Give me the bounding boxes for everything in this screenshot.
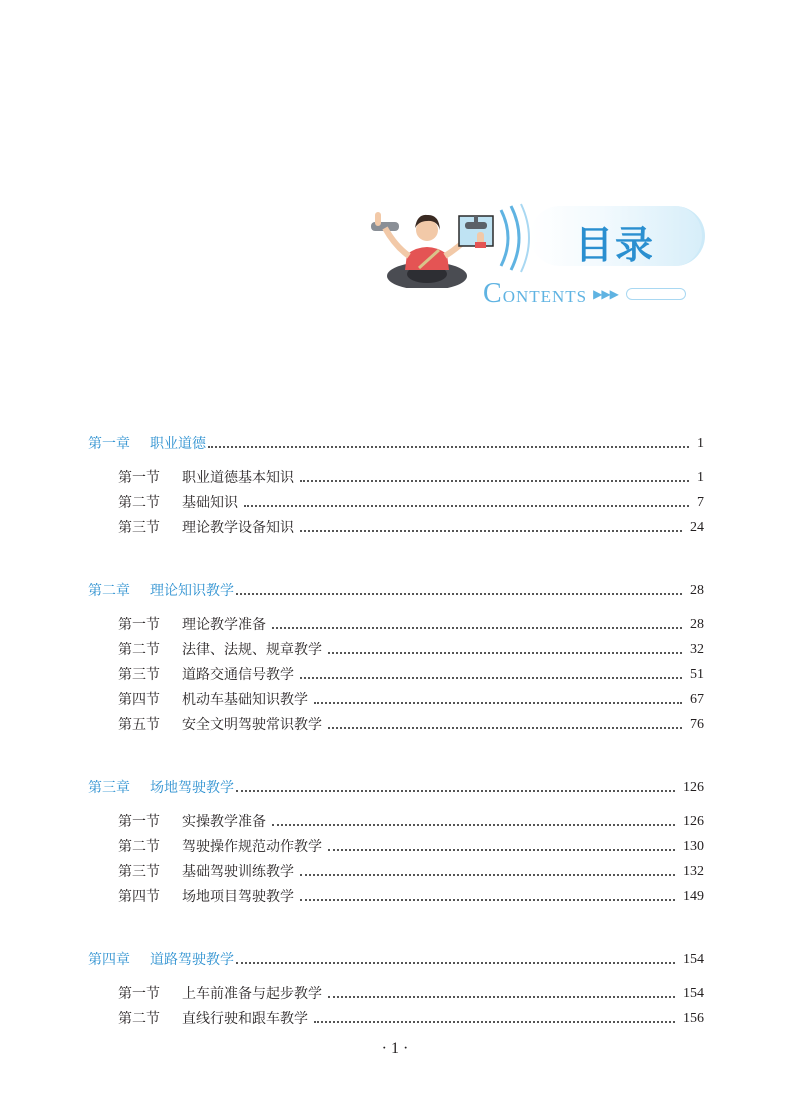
- toc-section-2-1[interactable]: [118, 615, 704, 635]
- section-title: 道路交通信号教学: [182, 667, 294, 683]
- section-title: 机动车基础知识教学: [182, 692, 308, 708]
- section-number: 第一节: [118, 470, 160, 486]
- page-number: 126: [683, 780, 704, 795]
- dot-leader: [244, 505, 689, 507]
- triple-arrow-icon: ▶▶▶: [593, 286, 618, 301]
- dot-leader: [272, 824, 675, 826]
- contents-initial: C: [483, 278, 503, 309]
- section-title: 上车前准备与起步教学: [182, 986, 322, 1002]
- section-number: 第三节: [118, 667, 160, 683]
- page-footer-number: · 1 ·: [381, 1040, 409, 1057]
- section-number: 第二节: [118, 495, 160, 511]
- section-title: 安全文明驾驶常识教学: [182, 717, 322, 733]
- contents-rest: ONTENTS: [502, 287, 588, 306]
- chapter-title: 场地驾驶教学: [150, 780, 234, 796]
- toc-chapter-1[interactable]: [88, 434, 704, 454]
- page-number: 76: [690, 717, 704, 732]
- section-number: 第四节: [118, 692, 160, 708]
- toc-section-4-2[interactable]: [118, 1009, 704, 1029]
- toc-section-1-2[interactable]: [118, 493, 704, 513]
- section-title: 基础驾驶训练教学: [182, 864, 294, 880]
- page-number: 51: [690, 667, 704, 682]
- toc-chapter-2[interactable]: [88, 581, 704, 601]
- page-number: 1: [697, 436, 704, 451]
- page-number: 32: [690, 642, 704, 657]
- section-number: 第二节: [118, 1011, 160, 1027]
- section-number: 第三节: [118, 864, 160, 880]
- toc-section-4-1[interactable]: [118, 984, 704, 1004]
- toc-section-2-5[interactable]: [118, 715, 704, 735]
- toc-section-2-3[interactable]: [118, 665, 704, 685]
- dot-leader: [328, 996, 675, 998]
- chapter-title: 理论知识教学: [150, 583, 234, 599]
- dot-leader: [300, 874, 675, 876]
- page-number: 132: [683, 864, 704, 879]
- dot-leader: [300, 677, 682, 679]
- chapter-number: 第二章: [88, 583, 130, 599]
- section-number: 第二节: [118, 839, 160, 855]
- dot-leader: [300, 899, 675, 901]
- section-number: 第一节: [118, 617, 160, 633]
- dot-leader: [328, 849, 675, 851]
- page-number: 7: [697, 495, 704, 510]
- decorative-bar: [626, 288, 686, 300]
- dot-leader: [300, 480, 689, 482]
- section-title: 驾驶操作规范动作教学: [182, 839, 322, 855]
- section-title: 直线行驶和跟车教学: [182, 1011, 308, 1027]
- section-title: 法律、法规、规章教学: [182, 642, 322, 658]
- toc-chapter-3[interactable]: [88, 778, 704, 798]
- dot-leader: [300, 530, 682, 532]
- dot-leader: [236, 962, 675, 964]
- page-number: 130: [683, 839, 704, 854]
- dot-leader: [272, 627, 682, 629]
- dot-leader: [314, 1021, 675, 1023]
- page-number: 154: [683, 952, 704, 967]
- section-number: 第一节: [118, 814, 160, 830]
- toc-chapter-4[interactable]: [88, 950, 704, 970]
- toc-section-3-1[interactable]: [118, 812, 704, 832]
- page-number: 156: [683, 1011, 704, 1026]
- toc-section-3-2[interactable]: [118, 837, 704, 857]
- toc-section-3-4[interactable]: [118, 887, 704, 907]
- chapter-title: 道路驾驶教学: [150, 952, 234, 968]
- page-title: 目录: [575, 223, 656, 267]
- section-title: 职业道德基本知识: [182, 470, 294, 486]
- chapter-number: 第一章: [88, 436, 130, 452]
- dot-leader: [208, 446, 689, 448]
- dot-leader: [236, 593, 682, 595]
- section-number: 第四节: [118, 889, 160, 905]
- page-number: 67: [690, 692, 704, 707]
- dot-leader: [236, 790, 675, 792]
- page-number: 28: [690, 617, 704, 632]
- section-title: 基础知识: [182, 495, 238, 511]
- dot-leader: [314, 702, 682, 704]
- page-number: 28: [690, 583, 704, 598]
- dot-leader: [328, 652, 682, 654]
- chapter-title: 职业道德: [150, 436, 206, 452]
- contents-label: [483, 278, 686, 310]
- toc-section-3-3[interactable]: [118, 862, 704, 882]
- section-title: 理论教学准备: [182, 617, 266, 633]
- page-number: 1: [697, 470, 704, 485]
- section-number: 第三节: [118, 520, 160, 536]
- page-number: 126: [683, 814, 704, 829]
- page-number: 149: [683, 889, 704, 904]
- page-number: 154: [683, 986, 704, 1001]
- driver-illustration-icon: [365, 204, 495, 288]
- section-number: 第一节: [118, 986, 160, 1002]
- chapter-number: 第四章: [88, 952, 130, 968]
- section-title: 场地项目驾驶教学: [182, 889, 294, 905]
- toc-section-2-4[interactable]: [118, 690, 704, 710]
- section-title: 实操教学准备: [182, 814, 266, 830]
- page-number: 24: [690, 520, 704, 535]
- toc-section-1-3[interactable]: [118, 518, 704, 538]
- chapter-number: 第三章: [88, 780, 130, 796]
- toc-section-2-2[interactable]: [118, 640, 704, 660]
- section-title: 理论教学设备知识: [182, 520, 294, 536]
- section-number: 第五节: [118, 717, 160, 733]
- dot-leader: [328, 727, 682, 729]
- toc-header: [355, 196, 715, 308]
- toc-section-1-1[interactable]: [118, 468, 704, 488]
- section-number: 第二节: [118, 642, 160, 658]
